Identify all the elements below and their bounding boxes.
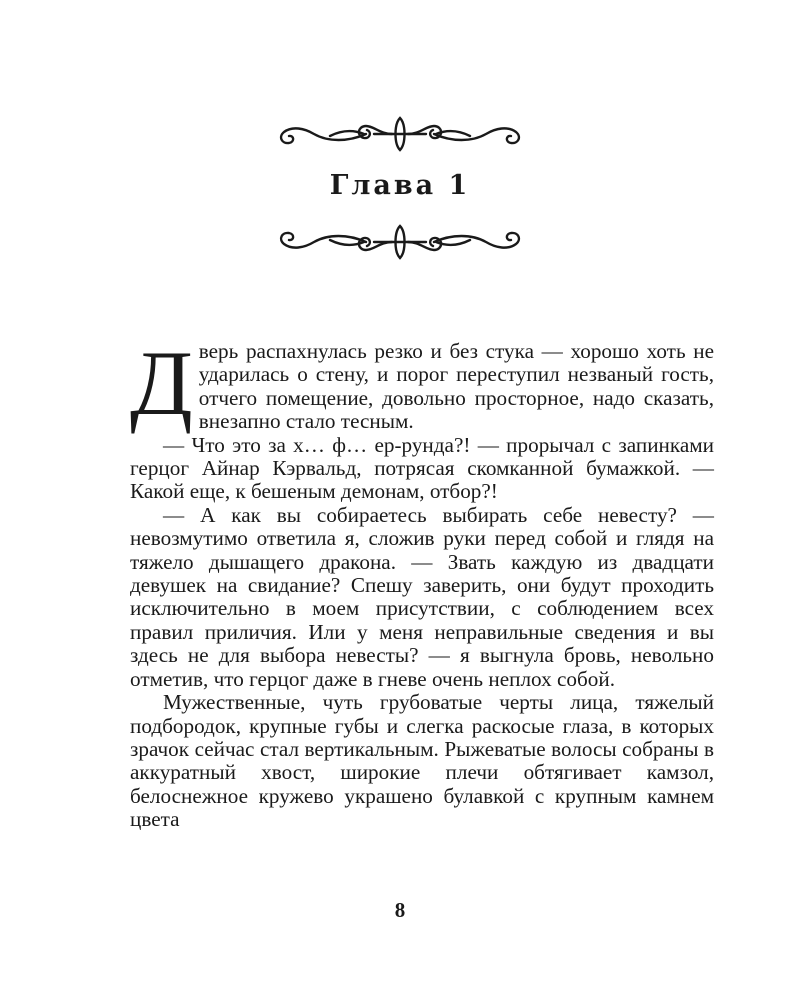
paragraph-1-text: верь распахнулась резко и без стука — хорошо хоть не ударилась о стену, и порог переступил незваный гость, отчего помещение, довольно просторное, надо сказать, внезапно стало тесным. (198, 339, 714, 434)
chapter-title: Глава 1 (329, 170, 471, 201)
paragraph-1 (130, 332, 714, 434)
top-ornament-flourish (270, 112, 530, 156)
page-number: 8 (394, 898, 406, 922)
paragraph-4: Мужественные, чуть грубоватые черты лица, тяжелый подбородок, крупные губы и слегка раскосые глаза, в которых зрачок сейчас стал вертикальным. Рыжеватые волосы собраны в аккуратный хвост, широкие плечи обтягивает камзол, белоснежное кружево украшено булавкой с крупным камнем цвета (130, 690, 714, 832)
chapter-text (130, 332, 714, 832)
bottom-ornament-flourish (270, 220, 530, 264)
paragraph-2: — Что это за х… ф… ер-рунда?! — прорычал с запинками герцог Айнар Кэрвальд, потрясая скомканной бумажкой. — Какой еще, к бешеным демонам, отбор?! (130, 432, 714, 504)
paragraph-3: — А как вы собираетесь выбирать себе невесту? — невозмутимо ответила я, сложив руки перед собой и глядя на тяжело дышащего дракона. — Звать каждую из двадцати девушек на свидание? Спешу заверить, они будут проходить исключительно в моем присутствии, с соблюдением всех правил приличия. Или у меня неправильные сведения и вы здесь не для выбора невесты? — я выгнула бровь, невольно отметив, что герцог даже в гневе очень неплох собой. (130, 502, 714, 691)
drop-cap: Д (130, 332, 193, 434)
